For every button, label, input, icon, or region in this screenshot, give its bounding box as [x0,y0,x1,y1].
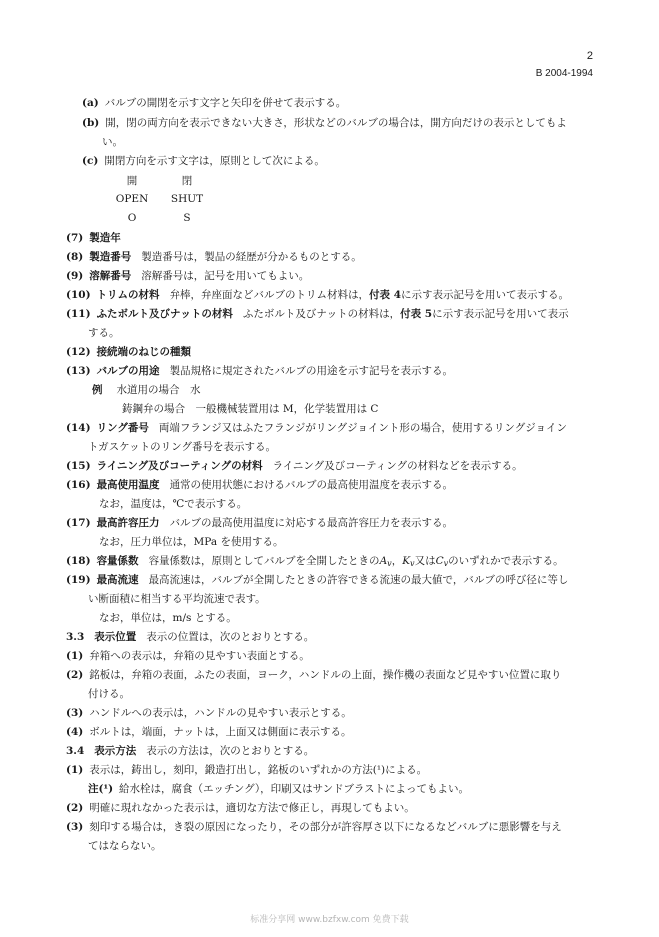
example-label: 例 [92,384,103,396]
item-19-text: 最高流速は，バルブが全開したときの許容できる流速の最大値で，バルブの呼び径に等し [148,574,569,586]
item-10-text-end: に示す表示記号を用いて表示する。 [401,289,570,301]
open-shut-shut-abbr: S [183,212,191,224]
open-shut-col-open-head: 開 [126,175,138,187]
item-9 [66,269,309,283]
item-14-cont: トガスケットのリング番号を表示する。 [88,441,276,453]
section-3-4-heading [66,744,314,758]
item-17-title: 最高許容圧力 [96,517,160,529]
item-11-cont: する。 [88,327,120,339]
item-11-ref: 付表 5 [400,308,433,320]
sec34-item-3-text: 刻印する場合は，き裂の原因になったり，その部分が許容厚さ以下になるなどバルブに悪影響を与え [89,821,562,833]
item-18-text-end: のいずれかで表示する。 [448,555,564,567]
item-c-label: (c) [82,155,99,167]
kv-subscript: v [410,559,415,568]
item-7-num: (7) [66,232,84,244]
item-13-num: (13) [66,365,91,377]
item-11-num: (11) [66,308,91,320]
sec33-item-2-text: 銘板は，弁箱の表面，ふたの表面，ヨーク，ハンドルの上面，操作機の表面など見やすい位置に取り [89,669,562,681]
open-shut-open-abbr: O [127,212,137,224]
sec33-item-2-cont: 付ける。 [88,688,130,700]
item-11-text-end: に示す表示記号を用いて表示 [432,308,569,320]
item-12 [66,345,191,359]
item-13-example [92,383,201,397]
item-19 [66,573,568,587]
item-b-text: 開，閉の両方向を表示できない大きさ，形状などのバルブの場合は，開方向だけの表示としてもよ [105,117,567,129]
item-17-note: なお，圧力単位は，MPa を使用する。 [99,536,284,548]
item-14-title: リング番号 [96,422,149,434]
example-2: 鋳鋼弁の場合 一般機械装置用は M，化学装置用は C [122,403,379,415]
sec33-item-4 [66,725,352,739]
item-a-label: (a) [82,97,99,109]
section-3-3-heading [66,630,314,644]
watermark: 标准分享网 www.bzfxw.com 免费下载 [250,915,409,925]
kv-symbol: K [402,555,411,567]
av-subscript: v [387,559,392,568]
item-11-text: ふたボルト及びナットの材料は， [242,308,401,320]
item-17-text: バルブの最高使用温度に対応する最高許容圧力を表示する。 [169,517,454,529]
item-18-text: 容量係数は，原則としてバルブを全開したときの [148,555,380,567]
item-b [82,116,567,130]
item-a-text: バルブの開閉を示す文字と矢印を併せて表示する。 [104,97,347,109]
item-7 [66,231,121,245]
item-13-text: 製品規格に規定されたバルブの用途を示す記号を表示する。 [169,365,454,377]
item-19-cont: い断面積に相当する平均流速で表す。 [88,593,266,605]
item-16-text: 通常の使用状態におけるバルブの最高使用温度を表示する。 [169,479,454,491]
item-c-text: 開閉方向を示す文字は，原則として次による。 [104,155,325,167]
sec33-item-3-text: ハンドルへの表示は，ハンドルの見やすい表示とする。 [89,707,352,719]
item-10-num: (10) [66,289,91,301]
item-8-title: 製造番号 [89,251,132,263]
cv-symbol: C [435,555,444,567]
item-10-ref: 付表 4 [369,289,402,301]
item-19-num: (19) [66,574,91,586]
sec34-note [88,782,469,796]
sec34-item-3 [66,820,562,834]
item-16-title: 最高使用温度 [96,479,160,491]
item-15 [66,459,523,473]
section-3-3-title: 表示位置 [94,631,137,643]
sec33-item-4-text: ボルトは，端面，ナットは，上面又は側面に表示する。 [89,726,352,738]
item-16-note: なお，温度は，℃で表示する。 [99,498,248,510]
sec33-item-1-text: 弁箱への表示は，弁箱の見やすい表面とする。 [89,650,310,662]
sec34-item-3-num: (3) [66,821,84,833]
cv-subscript: v [443,559,449,568]
item-14-num: (14) [66,422,91,434]
item-8-num: (8) [66,251,84,263]
note-text: 給水栓は，腐食（エッチング），印刷又はサンドブラストによってもよい。 [119,783,470,795]
item-8-text: 製造番号は，製品の経歴が分かるものとする。 [141,251,362,263]
item-b-label: (b) [82,117,100,129]
item-18-or: 又は [414,555,436,567]
sec33-item-3 [66,706,352,720]
item-14 [66,421,567,435]
item-b-cont: い。 [102,136,123,148]
item-12-title: 接続端のねじの種類 [96,346,192,358]
open-shut-open-word: OPEN [115,193,149,205]
item-9-title: 溶解番号 [89,270,132,282]
item-18-sep: ， [391,555,403,567]
sec34-item-1-num: (1) [66,764,84,776]
item-12-num: (12) [66,346,91,358]
section-3-3-num: 3.3 [66,631,85,643]
sec33-item-1 [66,649,310,663]
section-3-4-title: 表示方法 [94,745,137,757]
sec34-item-2 [66,801,415,815]
section-3-4-text: 表示の方法は，次のとおりとする。 [146,745,315,757]
sec34-item-3-cont: てはならない。 [88,840,162,852]
item-19-title: 最高流速 [96,574,139,586]
page-number: 2 [586,50,593,62]
item-7-title: 製造年 [89,232,121,244]
sec34-item-2-num: (2) [66,802,84,814]
item-10-text: 弁棒，弁座面などバルブのトリム材料は， [169,289,370,301]
item-13-title: バルブの用途 [96,365,160,377]
item-11-title: ふたボルト及びナットの材料 [96,308,233,320]
item-11 [66,307,569,321]
open-shut-shut-word: SHUT [170,193,204,205]
section-3-4-num: 3.4 [66,745,85,757]
item-15-num: (15) [66,460,91,472]
sec33-item-3-num: (3) [66,707,84,719]
item-10 [66,288,569,302]
item-9-text: 溶解番号は，記号を用いてもよい。 [141,270,310,282]
item-15-text: ライニング及びコーティングの材料などを表示する。 [272,460,523,472]
item-9-num: (9) [66,270,84,282]
item-c [82,154,325,168]
standard-number: B 2004-1994 [535,68,593,79]
example-1: 水道用の場合 水 [116,384,201,396]
item-17 [66,516,453,530]
sec34-item-2-text: 明確に現れなかった表示は，適切な方法で修正し，再現してもよい。 [89,802,415,814]
item-19-note: なお，単位は，m/s とする。 [99,612,237,624]
item-16-num: (16) [66,479,91,491]
sec33-item-2-num: (2) [66,669,84,681]
section-3-3-text: 表示の位置は，次のとおりとする。 [146,631,315,643]
item-13 [66,364,453,378]
item-8 [66,250,362,264]
item-17-num: (17) [66,517,91,529]
item-15-title: ライニング及びコーティングの材料 [96,460,263,472]
item-10-title: トリムの材料 [96,289,160,301]
open-shut-col-shut-head: 閉 [181,175,193,187]
av-symbol: A [379,555,388,567]
item-18-num: (18) [66,555,91,567]
item-14-text: 両端フランジ又はふたフランジがリングジョイント形の場合，使用するリングジョイン [158,422,567,434]
sec33-item-4-num: (4) [66,726,84,738]
item-16 [66,478,453,492]
item-a [82,96,346,110]
sec34-item-1-text: 表示は，鋳出し，刻印，鍛造打出し，銘板のいずれかの方法(¹)による。 [89,764,428,776]
note-label: 注(¹) [88,783,114,795]
sec33-item-2 [66,668,561,682]
sec34-item-1 [66,763,427,777]
item-18-title: 容量係数 [96,555,139,567]
item-18 [66,554,564,571]
sec33-item-1-num: (1) [66,650,84,662]
